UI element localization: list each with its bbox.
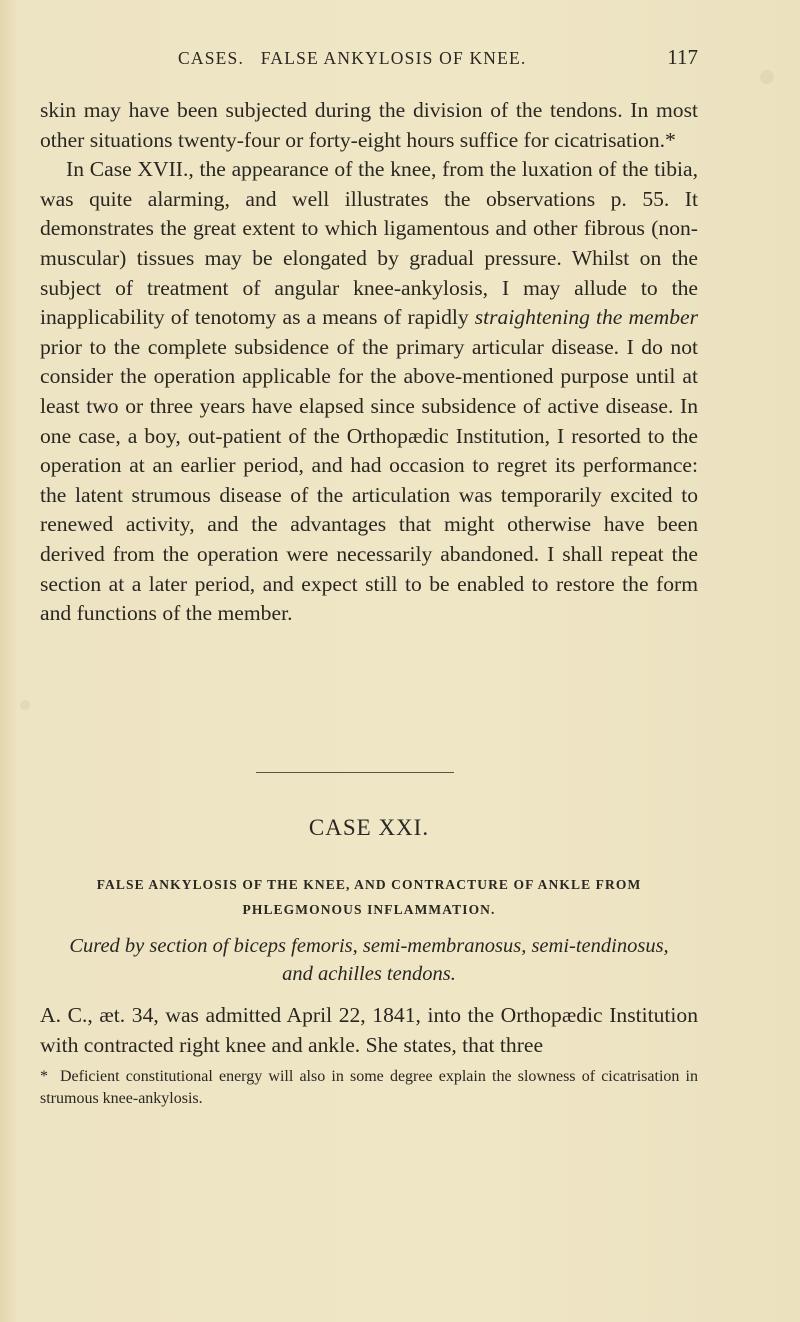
paragraph — [40, 155, 698, 629]
paper-stain — [20, 700, 30, 710]
case-subtitle-line: FALSE ANKYLOSIS OF THE KNEE, AND CONTRACTURE OF ANKLE FROM — [96, 877, 642, 892]
paragraph: skin may have been subjected during the division of the tendons. In most other situations twenty-four or forty-eight hours suffice for cicatrisation.* — [40, 98, 698, 152]
italic-phrase: straightening the member — [474, 305, 698, 330]
case-text: A. C., æt. 34, was admitted April 22, 1841, into the Orthopædic Institution with contracted right knee and ankle. She states, that three — [40, 1003, 698, 1057]
case-treatment-line: and achilles tendons. — [282, 963, 456, 985]
case-treatment-line: Cured by section of biceps femoris, semi-membranosus, semi-tendinosus, — [69, 935, 669, 957]
case-subtitle-line: PHLEGMONOUS INFLAMMATION. — [242, 902, 496, 917]
footnote-marker: * — [40, 1068, 48, 1085]
page-number: 117 — [667, 45, 698, 69]
section-divider — [256, 772, 454, 773]
paragraph-text: In Case XVII., the appearance of the knee, from the luxation of the tibia, was quite alarming, and well illustrates the observations p. 55. It demonstrates the great extent to which ligamentous and other fibrous (non-muscular) tissues may be elongated by gradual pressure. Whilst on the subject of treatment of angular knee-ankylosis, I may allude to the inapplicability of tenotomy as a means of rapidly — [40, 157, 698, 330]
case-heading: CASE XXI. — [308, 815, 430, 840]
case-subtitle — [40, 872, 698, 922]
main-text — [40, 96, 698, 629]
paragraph-text: prior to the complete subsidence of the primary articular disease. I do not consider the operation applicable for the above-mentioned purpose until at least two or three years have elapsed since subsidence of active disease. In one case, a boy, out-patient of the Orthopædic Institution, I resorted to the operation at an earlier period, and had occasion to regret its performance: the latent strumous disease of the articulation was temporarily excited to renewed activity, and the advantages that might otherwise have been derived from the operation were necessarily abandoned. I shall repeat the section at a later period, and expect still to be enabled to restore the form and functions of the member. — [40, 334, 698, 626]
footnote-text: Deficient constitutional energy will also in some degree explain the slowness of cicatrisation in strumous knee-ankylosis. — [40, 1068, 698, 1107]
case-treatment — [40, 932, 698, 988]
running-title: CASES. FALSE ANKYLOSIS OF KNEE. — [178, 48, 527, 68]
paper-stain — [760, 70, 774, 84]
footnote — [40, 1066, 698, 1109]
